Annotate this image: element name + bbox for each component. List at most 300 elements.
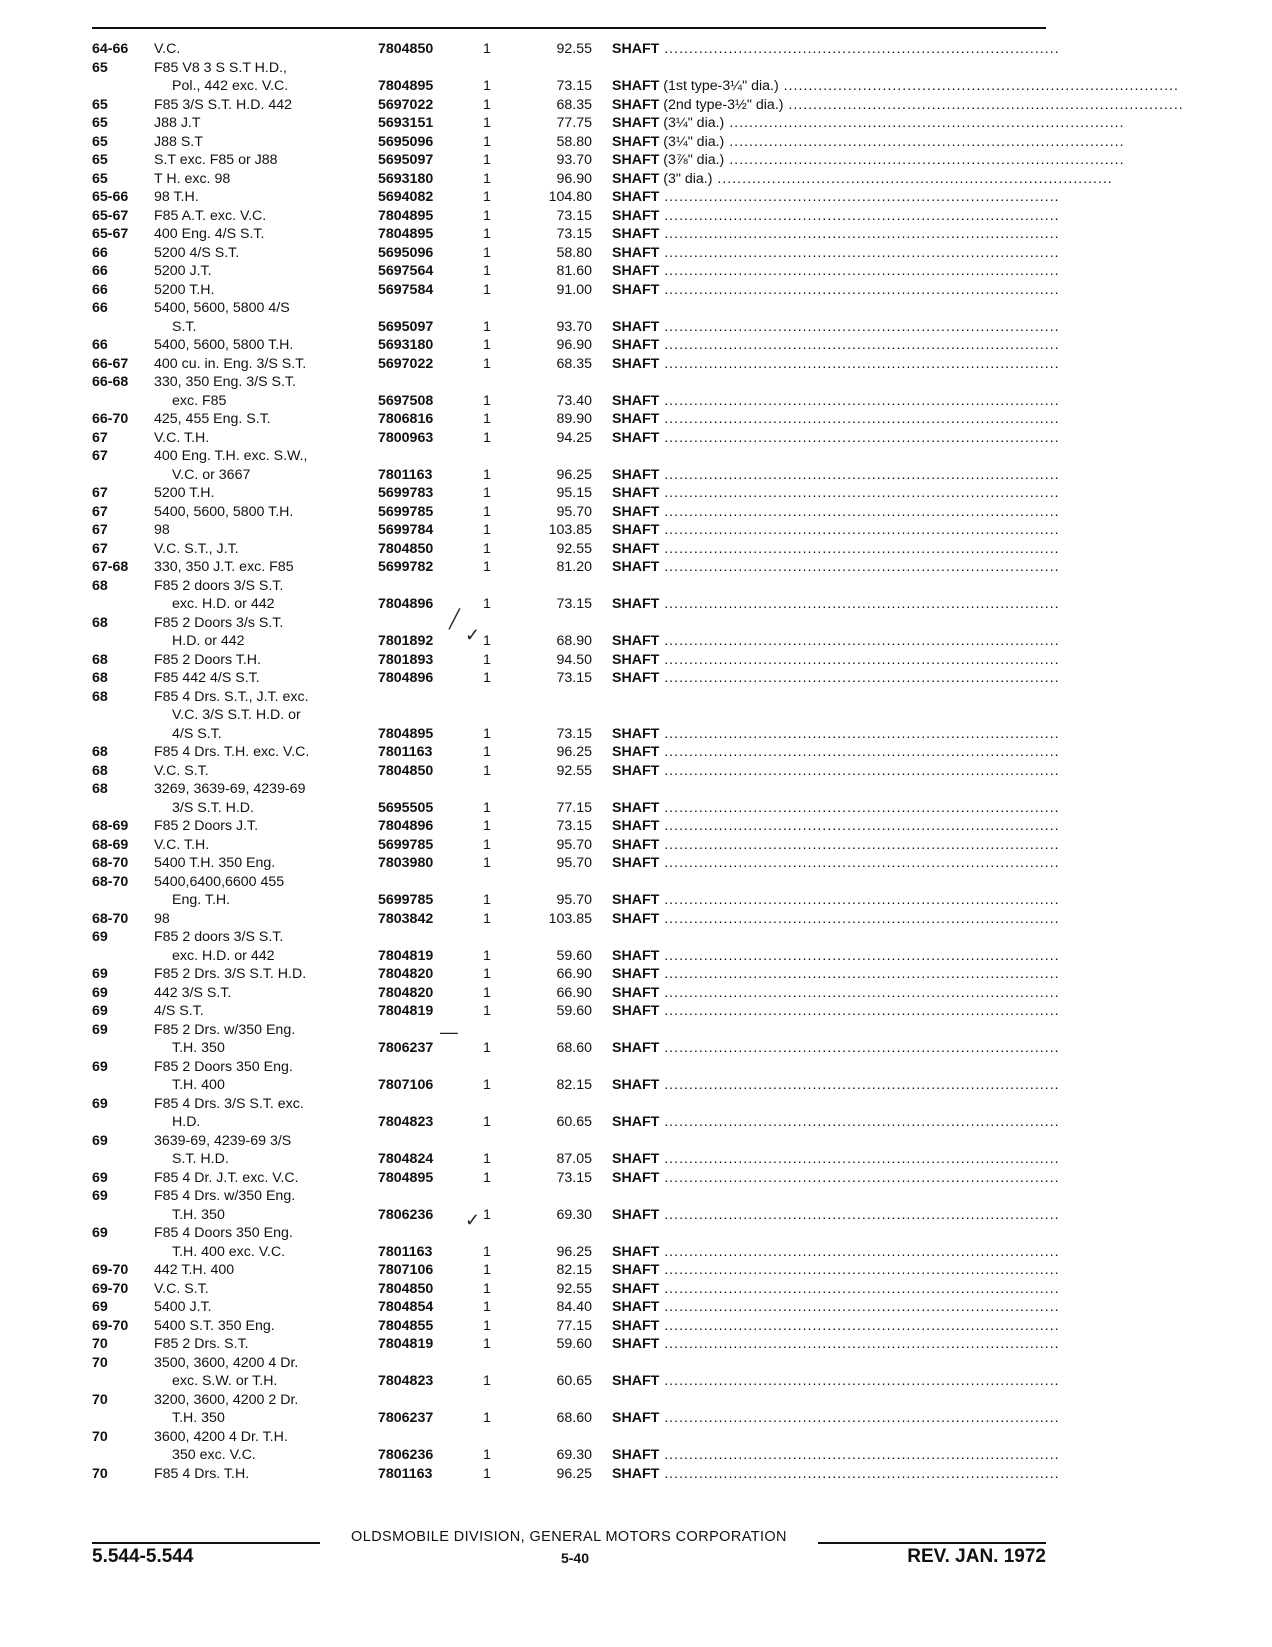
quantity: 1: [483, 651, 491, 668]
quantity: 1: [483, 1243, 491, 1260]
application-description: F85 2 doors 3/S S.T.: [154, 929, 284, 945]
entry-line: [0, 1409, 1272, 1428]
entry-line: [0, 1428, 1272, 1447]
part-name-text: SHAFT: [612, 1373, 660, 1389]
part-name-text: SHAFT: [612, 559, 660, 575]
part-name-text: SHAFT: [612, 1465, 660, 1482]
application-description: 3639-69, 4239-69 3/S: [154, 1132, 292, 1149]
price: 96.25: [556, 1243, 592, 1260]
quantity: 1: [483, 189, 491, 205]
price: 73.15: [556, 226, 592, 242]
part-name: SHAFT ................................................................................: [612, 466, 1060, 483]
part-name: SHAFT ................................................................................: [612, 522, 1060, 538]
part-name-text: SHAFT: [612, 244, 660, 261]
quantity: 1: [483, 596, 491, 612]
year-range: 65-67: [92, 226, 129, 242]
price: 73.15: [556, 207, 592, 224]
year-range: 65: [92, 133, 108, 150]
entry-line: [0, 669, 1272, 688]
entry-line: [0, 188, 1272, 207]
application-description: 3600, 4200 4 Dr. T.H.: [154, 1428, 288, 1445]
application-description: 3/S S.T. H.D.: [172, 799, 254, 816]
part-name-text: SHAFT: [612, 96, 660, 113]
part-name: SHAFT ................................................................................: [612, 670, 1060, 686]
quantity: 1: [483, 263, 491, 279]
part-name-text: SHAFT: [612, 1151, 660, 1167]
price: 66.90: [556, 984, 592, 1001]
year-range: 66-68: [92, 374, 129, 390]
part-name-text: SHAFT: [612, 966, 660, 982]
year-range: 65-66: [92, 189, 129, 205]
entry-line: [0, 1206, 1272, 1225]
entry-line: [0, 207, 1272, 226]
quantity: 1: [483, 1373, 491, 1389]
year-range: 66: [92, 300, 108, 316]
part-name: SHAFT ................................................................................: [612, 281, 1060, 298]
part-number: 7804895: [378, 207, 434, 224]
year-range: 66: [92, 337, 108, 353]
application-description: F85 4 Drs. T.H. exc. V.C.: [154, 744, 310, 760]
year-range: 66: [92, 244, 108, 261]
year-range: 66-70: [92, 411, 129, 427]
application-description: 5200 T.H.: [154, 281, 215, 298]
quantity: 1: [483, 281, 491, 298]
entry-line: [0, 780, 1272, 799]
part-name-text: SHAFT: [612, 984, 660, 1001]
part-name-text: SHAFT: [612, 337, 660, 353]
part-name: SHAFT ................................................................................: [612, 1317, 1060, 1334]
entry-line: [0, 1317, 1272, 1336]
part-name: SHAFT ................................................................................: [612, 1151, 1060, 1167]
entry-line: [0, 688, 1272, 707]
entry-line: [0, 1446, 1272, 1465]
application-description: 400 cu. in. Eng. 3/S S.T.: [154, 355, 307, 372]
quantity: 1: [483, 966, 491, 982]
entry-line: [0, 1095, 1272, 1114]
part-number: 7804896: [378, 670, 434, 686]
part-name-text: SHAFT: [612, 1336, 660, 1352]
entry-line: [0, 965, 1272, 984]
part-name-text: SHAFT: [612, 355, 660, 372]
part-name: SHAFT (2nd type-3½" dia.) ................................................................................: [612, 96, 1184, 113]
part-name: SHAFT ................................................................................: [612, 1410, 1060, 1426]
part-name: SHAFT (1st type-3¼" dia.) ................................................................................: [612, 78, 1179, 94]
application-description: F85 2 Doors 3/s S.T.: [154, 614, 284, 631]
quantity: 1: [483, 133, 491, 150]
application-description: F85 2 Doors T.H.: [154, 651, 261, 668]
application-description: 425, 455 Eng. S.T.: [154, 411, 271, 427]
price: 73.15: [556, 818, 592, 834]
part-number: 7804855: [378, 1317, 434, 1334]
entry-line: [0, 355, 1272, 374]
part-name-text: SHAFT: [612, 1280, 660, 1297]
application-description: V.C. or 3667: [172, 466, 251, 483]
part-name: SHAFT ................................................................................: [612, 429, 1060, 446]
entry-line: [0, 1243, 1272, 1262]
year-range: 69: [92, 1132, 108, 1149]
quantity: 1: [483, 522, 491, 538]
part-name: SHAFT (3⅞" dia.) ................................................................................: [612, 152, 1125, 168]
price: 77.15: [556, 799, 592, 816]
part-name: SHAFT ................................................................................: [612, 1243, 1060, 1260]
price: 69.30: [556, 1206, 592, 1223]
quantity: 1: [483, 947, 491, 964]
year-range: 70: [92, 1336, 108, 1352]
entry-line: [0, 743, 1272, 762]
quantity: 1: [483, 1465, 491, 1482]
part-name-text: SHAFT: [612, 1003, 660, 1019]
part-name-text: SHAFT: [612, 596, 660, 612]
application-description: 5400, 5600, 5800 T.H.: [154, 337, 294, 353]
part-name-text: SHAFT: [612, 1317, 660, 1334]
part-note: (3¼" dia.): [663, 115, 725, 131]
application-description: F85 2 Doors 350 Eng.: [154, 1058, 293, 1075]
part-name-text: SHAFT: [612, 189, 660, 205]
part-number: 7804896: [378, 596, 434, 612]
application-description: J88 J.T: [154, 115, 201, 131]
application-description: T.H. 400 exc. V.C.: [172, 1243, 286, 1260]
application-description: 4/S S.T.: [172, 725, 222, 742]
quantity: 1: [483, 725, 491, 742]
part-number: 7801163: [378, 744, 433, 760]
quantity: 1: [483, 984, 491, 1001]
price: 103.85: [548, 910, 592, 927]
application-description: F85 4 Drs. S.T., J.T. exc.: [154, 688, 309, 705]
price: 96.25: [556, 1465, 592, 1482]
part-name: SHAFT ................................................................................: [612, 892, 1060, 908]
application-description: F85 2 Drs. S.T.: [154, 1336, 249, 1352]
quantity: 1: [483, 207, 491, 224]
quantity: 1: [483, 818, 491, 834]
entry-line: [0, 706, 1272, 725]
part-name-text: SHAFT: [612, 133, 660, 150]
application-description: 350 exc. V.C.: [172, 1447, 256, 1463]
part-name: SHAFT ................................................................................: [612, 984, 1060, 1001]
part-name: SHAFT ................................................................................: [612, 1206, 1060, 1223]
part-note: (3" dia.): [663, 170, 713, 187]
part-number: 7804850: [378, 41, 434, 57]
quantity: 1: [483, 559, 491, 575]
entry-line: [0, 1021, 1272, 1040]
entry-line: [0, 336, 1272, 355]
price: 92.55: [556, 1280, 592, 1297]
part-name: SHAFT ................................................................................: [612, 818, 1060, 834]
entry-line: [0, 817, 1272, 836]
part-name-text: SHAFT: [612, 910, 660, 927]
part-name-text: SHAFT: [612, 818, 660, 834]
part-name: SHAFT ................................................................................: [612, 1373, 1060, 1389]
quantity: 1: [483, 1077, 491, 1093]
part-name: SHAFT ................................................................................: [612, 725, 1060, 742]
application-description: exc. H.D. or 442: [172, 947, 275, 964]
part-number: 5697022: [378, 96, 434, 113]
part-name: SHAFT ................................................................................: [612, 392, 1060, 409]
handwritten-check-mark: ✓: [465, 1210, 481, 1230]
year-range: 68: [92, 670, 108, 686]
footer-organization: OLDSMOBILE DIVISION, GENERAL MOTORS CORPORATION: [351, 1529, 787, 1545]
price: 81.20: [556, 559, 592, 575]
part-number: 7803980: [378, 855, 434, 871]
entry-line: [0, 540, 1272, 559]
part-name-text: SHAFT: [612, 522, 660, 538]
application-description: F85 4 Drs. 3/S S.T. exc.: [154, 1095, 304, 1112]
year-range: 66: [92, 263, 108, 279]
part-name: SHAFT ................................................................................: [612, 226, 1060, 242]
part-name-text: SHAFT: [612, 540, 660, 557]
price: 94.25: [556, 429, 592, 446]
quantity: 1: [483, 1299, 491, 1315]
year-range: 68: [92, 744, 108, 760]
part-name-text: SHAFT: [612, 855, 660, 871]
year-range: 69: [92, 1095, 108, 1112]
part-name: SHAFT ................................................................................: [612, 411, 1060, 427]
year-range: 67-68: [92, 559, 129, 575]
quantity: 1: [483, 170, 491, 187]
application-description: 400 Eng. 4/S S.T.: [154, 226, 265, 242]
application-description: V.C. S.T.: [154, 1280, 209, 1297]
price: 77.15: [556, 1317, 592, 1334]
entry-line: [0, 1169, 1272, 1188]
entry-line: [0, 373, 1272, 392]
part-number: 7804854: [378, 1299, 434, 1315]
year-range: 65: [92, 115, 108, 131]
price: 96.90: [556, 170, 592, 187]
quantity: 1: [483, 762, 491, 779]
application-description: F85 4 Drs. T.H.: [154, 1465, 250, 1482]
price: 92.55: [556, 762, 592, 779]
part-name-text: SHAFT: [612, 1169, 660, 1186]
year-range: 69: [92, 984, 108, 1001]
quantity: 1: [483, 540, 491, 557]
entry-line: [0, 466, 1272, 485]
application-description: 4/S S.T.: [154, 1003, 204, 1019]
price: 60.65: [556, 1373, 592, 1389]
application-description: 330, 350 J.T. exc. F85: [154, 559, 294, 575]
price: 58.80: [556, 244, 592, 261]
entry-line: [0, 1298, 1272, 1317]
entry-line: [0, 170, 1272, 189]
quantity: 1: [483, 78, 491, 94]
quantity: 1: [483, 485, 491, 501]
price: 58.80: [556, 133, 592, 150]
part-number: 5697022: [378, 355, 434, 372]
year-range: 65: [92, 59, 108, 76]
application-description: T.H. 400: [172, 1077, 225, 1093]
entry-line: [0, 262, 1272, 281]
quantity: 1: [483, 152, 491, 168]
part-name: SHAFT ................................................................................: [612, 855, 1060, 871]
year-range: 67: [92, 503, 108, 520]
application-description: 98: [154, 522, 170, 538]
application-description: H.D.: [172, 1114, 201, 1130]
application-description: S.T.: [172, 318, 197, 335]
entry-line: [0, 59, 1272, 78]
application-description: exc. F85: [172, 392, 227, 409]
part-number: 5699785: [378, 836, 434, 853]
part-name-text: SHAFT: [612, 1206, 660, 1223]
year-range: 69: [92, 929, 108, 945]
year-range: 65: [92, 152, 108, 168]
quantity: 1: [483, 633, 491, 649]
part-name-text: SHAFT: [612, 226, 660, 242]
quantity: 1: [483, 670, 491, 686]
year-range: 69: [92, 1003, 108, 1019]
entry-line: [0, 447, 1272, 466]
year-range: 68-70: [92, 873, 129, 890]
year-range: 68: [92, 781, 108, 797]
part-name: SHAFT ................................................................................: [612, 947, 1060, 964]
part-number: 7804820: [378, 984, 434, 1001]
entry-line: [0, 244, 1272, 263]
price: 96.25: [556, 466, 592, 483]
price: 96.25: [556, 744, 592, 760]
entry-line: [0, 392, 1272, 411]
part-name: SHAFT ................................................................................: [612, 337, 1060, 353]
application-description: V.C. S.T., J.T.: [154, 540, 239, 557]
year-range: 67: [92, 540, 108, 557]
footer-rule-right: [818, 1542, 1046, 1544]
quantity: 1: [483, 1003, 491, 1019]
entry-line: [0, 595, 1272, 614]
quantity: 1: [483, 836, 491, 853]
quantity: 1: [483, 1262, 491, 1278]
entry-line: [0, 114, 1272, 133]
part-name: SHAFT ................................................................................: [612, 355, 1060, 372]
price: 84.40: [556, 1299, 592, 1315]
parts-list: [0, 40, 1272, 1483]
entry-line: [0, 1354, 1272, 1373]
application-description: F85 442 4/S S.T.: [154, 670, 260, 686]
price: 73.15: [556, 725, 592, 742]
year-range: 69: [92, 1299, 108, 1315]
entry-line: [0, 410, 1272, 429]
year-range: 68: [92, 762, 108, 779]
part-name-text: SHAFT: [612, 799, 660, 816]
quantity: 1: [483, 466, 491, 483]
part-name: SHAFT ................................................................................: [612, 1077, 1060, 1093]
year-range: 70: [92, 1465, 108, 1482]
part-name-text: SHAFT: [612, 466, 660, 483]
entry-line: [0, 984, 1272, 1003]
application-description: 5400 S.T. 350 Eng.: [154, 1317, 275, 1334]
part-name-text: SHAFT: [612, 170, 660, 187]
year-range: 66: [92, 281, 108, 298]
part-number: 7801163: [378, 1243, 433, 1260]
part-number: 7806237: [378, 1410, 434, 1426]
application-description: 5400,6400,6600 455: [154, 873, 285, 890]
part-number: 5699785: [378, 503, 434, 520]
part-name: SHAFT ................................................................................: [612, 1003, 1060, 1019]
application-description: 3500, 3600, 4200 4 Dr.: [154, 1354, 299, 1371]
part-note: (1st type-3¼" dia.): [663, 78, 779, 94]
application-description: F85 2 Drs. w/350 Eng.: [154, 1021, 296, 1038]
entry-line: [0, 928, 1272, 947]
part-name-text: SHAFT: [612, 485, 660, 501]
handwritten-check-mark: ✓: [465, 625, 481, 645]
application-description: Eng. T.H.: [172, 892, 231, 908]
handwritten-check-mark: ╱: [449, 609, 460, 629]
price: 66.90: [556, 966, 592, 982]
year-range: 65: [92, 170, 108, 187]
application-description: 442 3/S S.T.: [154, 984, 232, 1001]
part-number: 7801892: [378, 633, 434, 649]
entry-line: [0, 1224, 1272, 1243]
footer-section-number: 5.544-5.544: [92, 1546, 194, 1567]
entry-line: [0, 1039, 1272, 1058]
quantity: 1: [483, 355, 491, 372]
price: 94.50: [556, 651, 592, 668]
application-description: 5400 T.H. 350 Eng.: [154, 855, 276, 871]
entry-line: [0, 1372, 1272, 1391]
price: 93.70: [556, 318, 592, 335]
part-name-text: SHAFT: [612, 392, 660, 409]
entry-line: [0, 1002, 1272, 1021]
application-description: V.C.: [154, 41, 181, 57]
part-name: SHAFT ................................................................................: [612, 1040, 1060, 1056]
part-number: 7804823: [378, 1373, 434, 1389]
entry-line: [0, 1113, 1272, 1132]
part-name: SHAFT ................................................................................: [612, 910, 1060, 927]
part-number: 7800963: [378, 429, 434, 446]
year-range: 68-69: [92, 836, 129, 853]
entry-line: [0, 614, 1272, 633]
part-name: SHAFT ................................................................................: [612, 503, 1060, 520]
part-name: SHAFT ................................................................................: [612, 485, 1060, 501]
price: 60.65: [556, 1114, 592, 1130]
entry-line: [0, 725, 1272, 744]
part-name-text: SHAFT: [612, 762, 660, 779]
entry-line: [0, 299, 1272, 318]
part-name-text: SHAFT: [612, 836, 660, 853]
year-range: 64-66: [92, 41, 129, 57]
price: 59.60: [556, 1336, 592, 1352]
price: 73.15: [556, 670, 592, 686]
quantity: 1: [483, 744, 491, 760]
part-name: SHAFT ................................................................................: [612, 1262, 1060, 1278]
part-name: SHAFT ................................................................................: [612, 41, 1060, 57]
part-name: SHAFT ................................................................................: [612, 1299, 1060, 1315]
application-description: V.C. 3/S S.T. H.D. or: [172, 707, 301, 723]
quantity: 1: [483, 411, 491, 427]
part-name-text: SHAFT: [612, 318, 660, 335]
year-range: 65: [92, 96, 108, 113]
quantity: 1: [483, 1280, 491, 1297]
part-name-text: SHAFT: [612, 892, 660, 908]
year-range: 66-67: [92, 355, 129, 372]
year-range: 69: [92, 966, 108, 982]
part-number: 7807106: [378, 1262, 434, 1278]
part-name: SHAFT ................................................................................: [612, 1465, 1060, 1482]
part-number: 5694082: [378, 189, 434, 205]
entry-line: [0, 1280, 1272, 1299]
price: 73.15: [556, 1169, 592, 1186]
application-description: 330, 350 Eng. 3/S S.T.: [154, 374, 296, 390]
application-description: exc. S.W. or T.H.: [172, 1373, 278, 1389]
part-name-text: SHAFT: [612, 41, 660, 57]
application-description: 5400, 5600, 5800 T.H.: [154, 503, 294, 520]
application-description: F85 2 Drs. 3/S S.T. H.D.: [154, 966, 307, 982]
application-description: 5200 T.H.: [154, 485, 215, 501]
entry-line: [0, 40, 1272, 59]
year-range: 70: [92, 1428, 108, 1445]
year-range: 68: [92, 651, 108, 668]
part-number: 7806816: [378, 411, 434, 427]
year-range: 68-70: [92, 855, 129, 871]
part-name: SHAFT ................................................................................: [612, 540, 1060, 557]
part-name: SHAFT ................................................................................: [612, 318, 1060, 335]
quantity: 1: [483, 318, 491, 335]
part-name: SHAFT ................................................................................: [612, 633, 1060, 649]
